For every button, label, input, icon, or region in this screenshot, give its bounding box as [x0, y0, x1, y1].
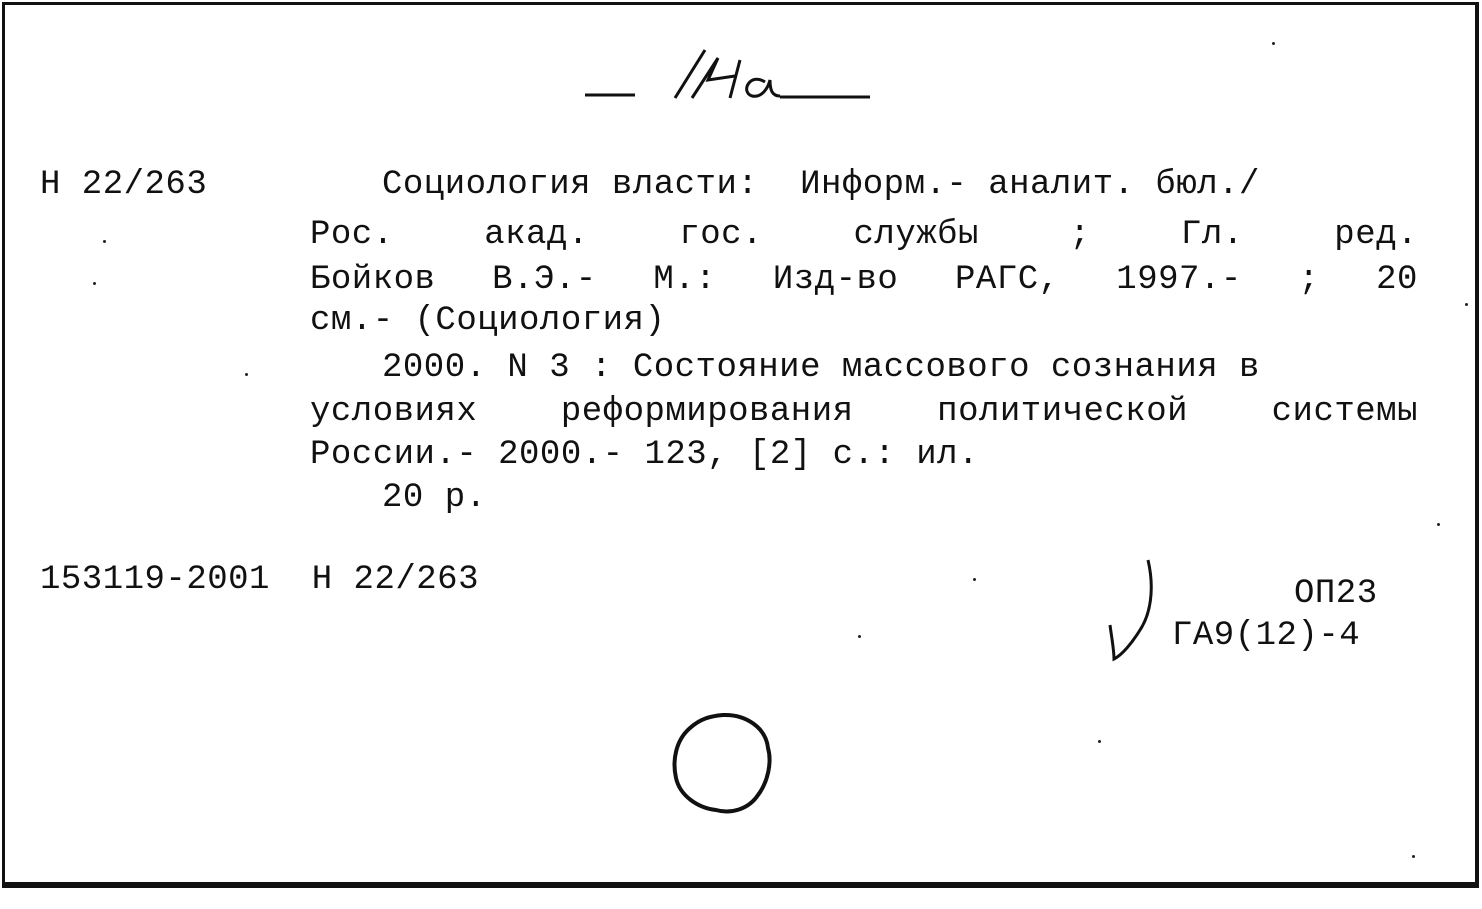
- word: реформирования: [560, 393, 854, 431]
- word: акад.: [484, 216, 589, 254]
- word: ;: [1069, 216, 1091, 254]
- title-line-2: [310, 213, 1418, 257]
- accession-number: 153119-2001 Н 22/263: [40, 561, 479, 599]
- title-line-1: Социология власти: Информ.- аналит. бюл./: [382, 166, 1260, 204]
- word: Гл.: [1181, 216, 1244, 254]
- word: М.:: [653, 261, 717, 299]
- word: гос.: [679, 216, 763, 254]
- shelfmark: Н 22/263: [40, 166, 208, 204]
- word: политической: [937, 393, 1189, 431]
- title-line-3: [310, 258, 1418, 302]
- speck: [245, 373, 248, 376]
- word: системы: [1271, 393, 1418, 431]
- speck: [93, 282, 96, 285]
- word: Изд-во: [772, 261, 899, 299]
- code-line-2: ГА9(12)-4: [1172, 617, 1361, 655]
- speck: [858, 635, 861, 638]
- code-line-1: ОП23: [1294, 575, 1378, 613]
- handwritten-check-mark: [1100, 555, 1170, 665]
- word: РАГС,: [955, 261, 1060, 299]
- word: Бойков: [310, 261, 436, 299]
- word: условиях: [310, 393, 478, 431]
- speck: [973, 578, 976, 581]
- handwritten-mark: [580, 40, 880, 110]
- punch-hole: [668, 710, 778, 820]
- word: ;: [1298, 261, 1320, 299]
- word: 20: [1376, 261, 1418, 299]
- speck: [1272, 42, 1275, 45]
- issue-line-2: [310, 390, 1418, 434]
- price: 20 р.: [382, 479, 487, 517]
- word: В.Э.-: [492, 261, 597, 299]
- speck: [1412, 855, 1415, 858]
- speck: [1465, 303, 1468, 306]
- speck: [1098, 740, 1101, 743]
- speck: [103, 240, 106, 243]
- word: ред.: [1334, 216, 1418, 254]
- title-line-4: см.- (Социология): [310, 302, 666, 340]
- word: службы: [853, 216, 979, 254]
- word: 1997.-: [1116, 261, 1242, 299]
- issue-line-3: России.- 2000.- 123, [2] с.: ил.: [310, 436, 979, 474]
- issue-line-1: 2000. N 3 : Состояние массового сознания в: [382, 349, 1260, 387]
- speck: [1437, 523, 1440, 526]
- word: Рос.: [310, 216, 394, 254]
